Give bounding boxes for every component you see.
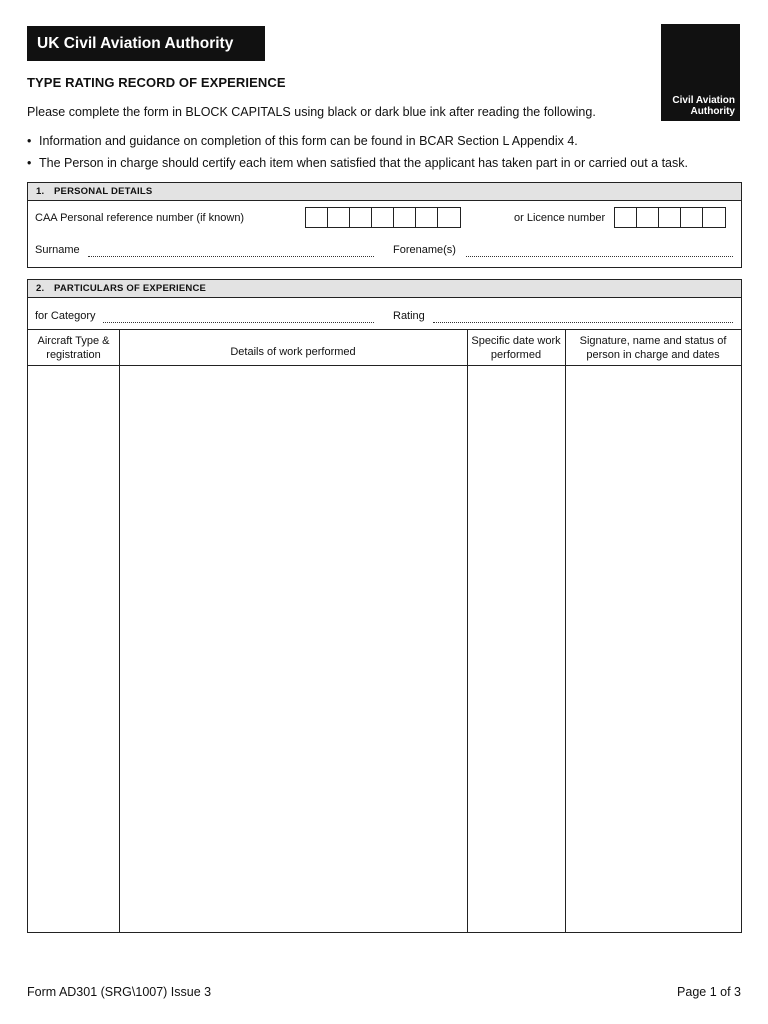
col-aircraft-type: Aircraft Type & registration [37,334,110,361]
forename-label: Forename(s) [393,244,456,256]
licence-number-input[interactable] [614,207,726,228]
experience-section [27,279,742,330]
rating-label: Rating [393,310,425,322]
caa-ref-label: CAA Personal reference number (if known) [35,212,245,224]
personal-details-section [27,182,742,268]
logo-text: Civil Aviation Authority [672,95,735,117]
signature-entry[interactable] [566,366,741,932]
guidance-item: • The Person in charge should certify each item when satisfied that the applicant has taken part in or carried out a task. [27,156,688,170]
intro-text: Please complete the form in BLOCK CAPITALS using black or dark blue ink after reading the following. [27,105,596,119]
guidance-item: • Information and guidance on completion of this form can be found in BCAR Section L Appendix 4. [27,134,578,148]
surname-label: Surname [35,244,80,256]
col-date: Specific date work performed [471,334,561,361]
work-details-entry[interactable] [120,366,467,932]
form-title: TYPE RATING RECORD OF EXPERIENCE [27,75,286,90]
form-identifier: Form AD301 (SRG\1007) Issue 3 [27,985,212,999]
page-number: Page 1 of 3 [677,985,741,999]
caa-banner: UK Civil Aviation Authority [27,26,265,61]
category-label: for Category [35,310,96,322]
caa-ref-input[interactable] [305,207,461,228]
col-work-details: Details of work performed [230,345,356,358]
col-signature: Signature, name and status of person in charge and dates [579,334,727,361]
experience-header: 2. PARTICULARS OF EXPERIENCE [28,280,741,298]
guidance-list [27,133,688,177]
personal-details-header: 1. PERSONAL DETAILS [28,183,741,201]
experience-table [27,329,742,933]
date-entry[interactable] [468,366,565,932]
rating-field[interactable] [433,322,733,323]
category-field[interactable] [103,322,374,323]
licence-number-label: or Licence number [514,212,606,224]
surname-field[interactable] [88,256,374,257]
forename-field[interactable] [466,256,733,257]
aircraft-type-entry[interactable] [28,366,119,932]
caa-logo [661,24,740,121]
